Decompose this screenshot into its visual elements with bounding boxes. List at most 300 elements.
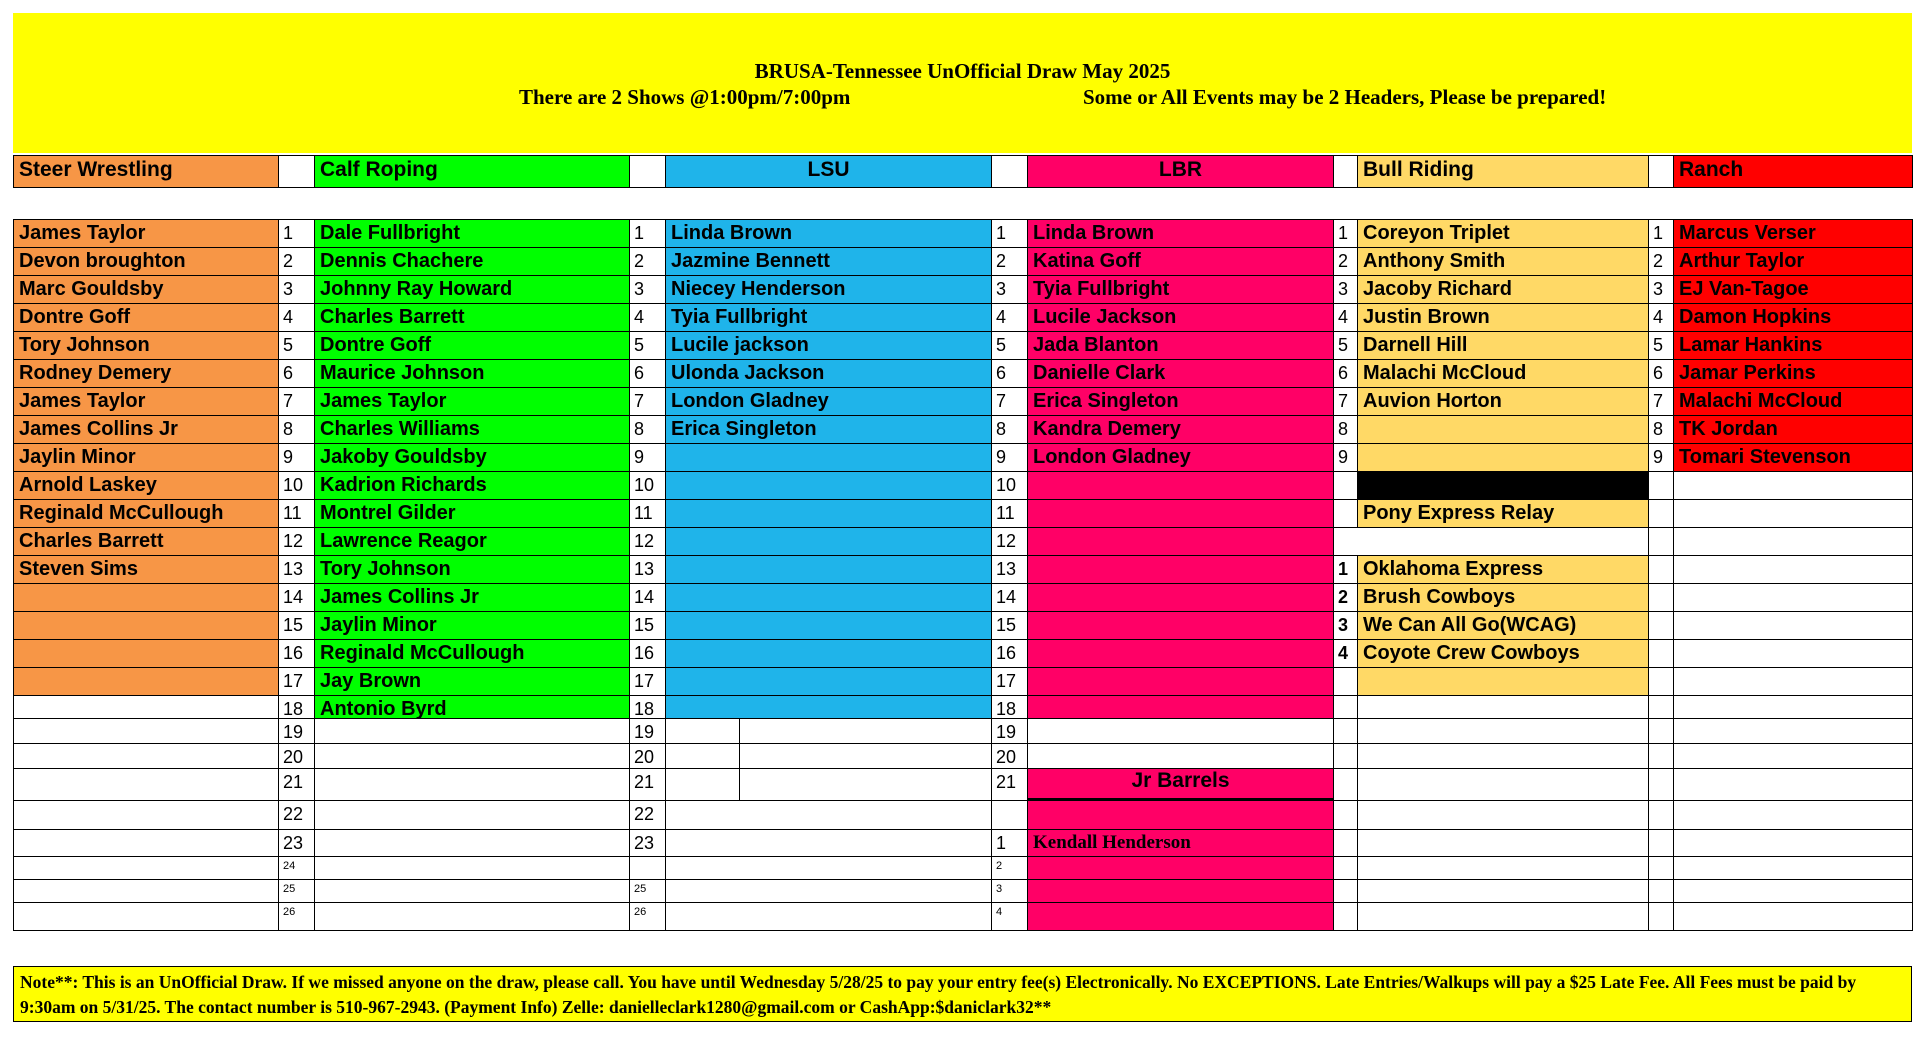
draw-number (1648, 611, 1674, 640)
draw-number: 2 (1333, 583, 1358, 612)
entry-lsu (665, 829, 992, 857)
draw-number (1648, 695, 1674, 719)
draw-number: 19 (991, 718, 1028, 744)
entry-bull-riding: Darnell Hill (1357, 331, 1649, 360)
entry-calf-roping (314, 718, 630, 744)
entry-lsu (665, 499, 992, 528)
entry-lsu (665, 639, 992, 668)
header-spacer (1648, 155, 1674, 188)
entry-steer-wrestling (13, 856, 279, 880)
entry-calf-roping (314, 879, 630, 903)
entry-steer-wrestling: Dontre Goff (13, 303, 279, 332)
entry-bull-riding (1357, 879, 1649, 903)
draw-number: 26 (629, 902, 666, 931)
entry-lsu: Tyia Fullbright (665, 303, 992, 332)
draw-number: 8 (1648, 415, 1674, 444)
draw-number: 8 (278, 415, 315, 444)
draw-number: 13 (278, 555, 315, 584)
draw-number (1648, 583, 1674, 612)
draw-number: 7 (278, 387, 315, 416)
entry-steer-wrestling (13, 800, 279, 830)
draw-number: 3 (991, 275, 1028, 304)
entry-bull-riding (1357, 768, 1649, 801)
entry-calf-roping: Johnny Ray Howard (314, 275, 630, 304)
draw-number: 6 (991, 359, 1028, 388)
draw-number: 6 (1648, 359, 1674, 388)
entry-calf-roping: Lawrence Reagor (314, 527, 630, 556)
draw-number: 20 (629, 743, 666, 769)
entry-calf-roping: Tory Johnson (314, 555, 630, 584)
draw-number: 3 (629, 275, 666, 304)
draw-number (1648, 527, 1674, 556)
draw-number: 3 (278, 275, 315, 304)
draw-number: 4 (991, 902, 1028, 931)
draw-number: 18 (991, 695, 1028, 719)
divider-bar (1357, 471, 1649, 500)
draw-number: 9 (278, 443, 315, 472)
entry-bull-riding (1357, 667, 1649, 696)
entry-lbr (1027, 555, 1334, 584)
entry-bull-riding: Malachi McCloud (1357, 359, 1649, 388)
draw-number: 2 (1648, 247, 1674, 276)
draw-number: 9 (1648, 443, 1674, 472)
entry-jr-barrels: Kendall Henderson (1027, 829, 1334, 857)
page-title: BRUSA-Tennessee UnOfficial Draw May 2025 (754, 59, 1171, 83)
draw-number: 12 (629, 527, 666, 556)
draw-number (1333, 800, 1358, 830)
entry-steer-wrestling (13, 695, 279, 719)
header-spacer (991, 155, 1028, 188)
draw-number: 3 (1333, 275, 1358, 304)
header-spacer (278, 155, 315, 188)
draw-number: 2 (629, 247, 666, 276)
draw-number (1648, 499, 1674, 528)
entry-jr-barrels (1027, 879, 1334, 903)
draw-number: 4 (1333, 639, 1358, 668)
entry-ranch (1673, 555, 1913, 584)
entry-steer-wrestling (13, 879, 279, 903)
draw-number: 4 (629, 303, 666, 332)
draw-number (1648, 555, 1674, 584)
entry-calf-roping: Jay Brown (314, 667, 630, 696)
entry-lsu (665, 555, 992, 584)
entry-lbr (1027, 611, 1334, 640)
entry-ranch: Lamar Hankins (1673, 331, 1913, 360)
draw-number: 3 (1333, 611, 1358, 640)
draw-number: 19 (278, 718, 315, 744)
draw-number: 11 (991, 499, 1028, 528)
entry-steer-wrestling (13, 718, 279, 744)
entry-bull-riding (1357, 829, 1649, 857)
entry-ranch: TK Jordan (1673, 415, 1913, 444)
entry-calf-roping (314, 743, 630, 769)
draw-number: 26 (278, 902, 315, 931)
entry-ranch (1673, 695, 1913, 719)
draw-number: 18 (278, 695, 315, 719)
draw-number: 4 (1648, 303, 1674, 332)
draw-number: 16 (629, 639, 666, 668)
entry-steer-wrestling: James Taylor (13, 219, 279, 248)
entry-calf-roping (314, 800, 630, 830)
entry-lbr: London Gladney (1027, 443, 1334, 472)
draw-number (1648, 718, 1674, 744)
entry-lbr (1027, 667, 1334, 696)
draw-number: 2 (278, 247, 315, 276)
entry-bull-riding: Justin Brown (1357, 303, 1649, 332)
entry-lbr: Erica Singleton (1027, 387, 1334, 416)
entry-bull-riding: Auvion Horton (1357, 387, 1649, 416)
draw-number (1333, 743, 1358, 769)
entry-lsu: Linda Brown (665, 219, 992, 248)
entry-lsu (665, 902, 992, 931)
entry-steer-wrestling: James Collins Jr (13, 415, 279, 444)
draw-number: 22 (278, 800, 315, 830)
entry-calf-roping: Charles Barrett (314, 303, 630, 332)
draw-number: 11 (629, 499, 666, 528)
draw-number: 20 (278, 743, 315, 769)
draw-number (1333, 499, 1358, 528)
entry-lsu: Erica Singleton (665, 415, 992, 444)
entry-calf-roping (314, 856, 630, 880)
draw-number (629, 856, 666, 880)
draw-number: 4 (278, 303, 315, 332)
entry-lsu (665, 443, 992, 472)
draw-number: 13 (991, 555, 1028, 584)
entry-lsu (739, 743, 992, 769)
entry-ranch (1673, 718, 1913, 744)
draw-number: 6 (629, 359, 666, 388)
entry-bull-riding: Anthony Smith (1357, 247, 1649, 276)
draw-number (1333, 718, 1358, 744)
entry-bull-riding (1357, 856, 1649, 880)
entry-lbr (1027, 499, 1334, 528)
entry-steer-wrestling: Steven Sims (13, 555, 279, 584)
draw-number (1333, 471, 1358, 500)
entry-lsu: Jazmine Bennett (665, 247, 992, 276)
entry-jr-barrels (1027, 856, 1334, 880)
entry-pony-express: Brush Cowboys (1357, 583, 1649, 612)
draw-number: 1 (629, 219, 666, 248)
entry-calf-roping: James Collins Jr (314, 583, 630, 612)
draw-number: 8 (1333, 415, 1358, 444)
draw-number: 2 (991, 247, 1028, 276)
entry-lbr: Lucile Jackson (1027, 303, 1334, 332)
shows-info: There are 2 Shows @1:00pm/7:00pm (519, 85, 851, 109)
entry-ranch (1673, 800, 1913, 830)
draw-number: 25 (278, 879, 315, 903)
entry-lsu (665, 743, 740, 769)
event-header-calf-roping: Calf Roping (314, 155, 630, 188)
event-header-lsu: LSU (665, 155, 992, 188)
draw-number: 12 (991, 527, 1028, 556)
entry-ranch (1673, 829, 1913, 857)
entry-jr-barrels (1027, 800, 1334, 830)
entry-bull-riding (1357, 415, 1649, 444)
draw-number: 25 (629, 879, 666, 903)
entry-lsu (665, 800, 992, 830)
entry-ranch: Tomari Stevenson (1673, 443, 1913, 472)
entry-steer-wrestling (13, 743, 279, 769)
draw-number (1648, 829, 1674, 857)
entry-calf-roping: Dale Fullbright (314, 219, 630, 248)
entry-steer-wrestling: Rodney Demery (13, 359, 279, 388)
entry-steer-wrestling (13, 768, 279, 801)
entry-pony-express: Coyote Crew Cowboys (1357, 639, 1649, 668)
draw-number: 22 (629, 800, 666, 830)
entry-steer-wrestling: Charles Barrett (13, 527, 279, 556)
draw-number: 17 (991, 667, 1028, 696)
entry-bull-riding: Jacoby Richard (1357, 275, 1649, 304)
entry-lsu: London Gladney (665, 387, 992, 416)
draw-number: 10 (278, 471, 315, 500)
entry-ranch (1673, 527, 1913, 556)
draw-number: 14 (278, 583, 315, 612)
entry-lbr (1027, 527, 1334, 556)
entry-calf-roping: Montrel Gilder (314, 499, 630, 528)
entry-ranch: Malachi McCloud (1673, 387, 1913, 416)
draw-number: 21 (629, 768, 666, 801)
entry-lsu (665, 583, 992, 612)
draw-number: 9 (1333, 443, 1358, 472)
draw-number (991, 800, 1028, 830)
entry-steer-wrestling: Marc Gouldsby (13, 275, 279, 304)
draw-number: 2 (1333, 247, 1358, 276)
entry-lsu: Ulonda Jackson (665, 359, 992, 388)
entry-lbr (1027, 743, 1334, 769)
draw-number: 7 (1333, 387, 1358, 416)
draw-number: 5 (991, 331, 1028, 360)
entry-calf-roping (314, 768, 630, 801)
draw-number (1648, 800, 1674, 830)
entry-lsu (665, 695, 992, 719)
entry-pony-express: We Can All Go(WCAG) (1357, 611, 1649, 640)
entry-calf-roping: Maurice Johnson (314, 359, 630, 388)
draw-number (1648, 639, 1674, 668)
entry-bull-riding (1357, 743, 1649, 769)
draw-number: 3 (991, 879, 1028, 903)
entry-pony-express: Oklahoma Express (1357, 555, 1649, 584)
entry-ranch: Jamar Perkins (1673, 359, 1913, 388)
draw-number (1333, 902, 1358, 931)
draw-number: 15 (629, 611, 666, 640)
draw-number: 5 (278, 331, 315, 360)
draw-number: 23 (278, 829, 315, 857)
header-spacer (1333, 155, 1358, 188)
draw-number: 1 (278, 219, 315, 248)
entry-ranch (1673, 639, 1913, 668)
entry-calf-roping: Antonio Byrd (314, 695, 630, 719)
draw-number (1333, 829, 1358, 857)
draw-number (1333, 695, 1358, 719)
draw-number: 3 (1648, 275, 1674, 304)
entry-calf-roping: Jaylin Minor (314, 611, 630, 640)
entry-steer-wrestling: Jaylin Minor (13, 443, 279, 472)
draw-number: 13 (629, 555, 666, 584)
entry-lbr: Linda Brown (1027, 219, 1334, 248)
draw-number: 1 (1648, 219, 1674, 248)
entry-ranch (1673, 471, 1913, 500)
draw-number: 9 (629, 443, 666, 472)
entry-lsu (665, 718, 740, 744)
two-header-warning: Some or All Events may be 2 Headers, Please be prepared! (1083, 85, 1607, 109)
entry-calf-roping: Dontre Goff (314, 331, 630, 360)
entry-lbr: Katina Goff (1027, 247, 1334, 276)
event-header-jr-barrels: Jr Barrels (1027, 768, 1334, 801)
entry-ranch: Arthur Taylor (1673, 247, 1913, 276)
draw-number: 14 (629, 583, 666, 612)
draw-number: 5 (1648, 331, 1674, 360)
entry-steer-wrestling: Reginald McCullough (13, 499, 279, 528)
payment-note: Note**: This is an UnOfficial Draw. If we missed anyone on the draw, please call. You have until Wednesday 5/28/25 to pay your entry fee(s) Electronically. No EXCEPTIONS. Late Entries/Walkups will pay a $25 Late Fee. All Fees must be paid by 9:30am on 5/31/25. The contact number is 510-967-2943. (Payment Info) Zelle: danielleclark1280@gmail.com or CashApp:$daniclark32** (13, 966, 1912, 1022)
entry-lbr: Danielle Clark (1027, 359, 1334, 388)
entry-bull-riding: Coreyon Triplet (1357, 219, 1649, 248)
entry-lbr (1027, 718, 1334, 744)
entry-ranch (1673, 856, 1913, 880)
draw-number: 8 (629, 415, 666, 444)
draw-number: 7 (991, 387, 1028, 416)
entry-calf-roping (314, 902, 630, 931)
entry-calf-roping: Kadrion Richards (314, 471, 630, 500)
entry-lsu (665, 471, 992, 500)
entry-lsu (665, 667, 992, 696)
draw-number: 4 (991, 303, 1028, 332)
draw-number: 16 (991, 639, 1028, 668)
header-spacer (629, 155, 666, 188)
draw-number (1333, 879, 1358, 903)
event-header-bull-riding: Bull Riding (1357, 155, 1649, 188)
draw-number: 6 (278, 359, 315, 388)
entry-steer-wrestling: Devon broughton (13, 247, 279, 276)
entry-steer-wrestling: James Taylor (13, 387, 279, 416)
entry-ranch (1673, 583, 1913, 612)
entry-lsu (665, 527, 992, 556)
entry-steer-wrestling: Tory Johnson (13, 331, 279, 360)
draw-number: 19 (629, 718, 666, 744)
draw-number (1333, 667, 1358, 696)
entry-ranch (1673, 768, 1913, 801)
entry-lsu (665, 611, 992, 640)
entry-steer-wrestling (13, 611, 279, 640)
entry-lsu (665, 856, 992, 880)
entry-lsu (739, 718, 992, 744)
draw-number: 20 (991, 743, 1028, 769)
entry-ranch: EJ Van-Tagoe (1673, 275, 1913, 304)
entry-ranch: Marcus Verser (1673, 219, 1913, 248)
event-header-ranch: Ranch (1673, 155, 1913, 188)
entry-ranch (1673, 611, 1913, 640)
draw-number: 11 (278, 499, 315, 528)
entry-bull-riding (1357, 718, 1649, 744)
draw-number: 1 (1333, 219, 1358, 248)
draw-number: 6 (1333, 359, 1358, 388)
entry-steer-wrestling (13, 639, 279, 668)
spacer-row (1333, 527, 1649, 556)
draw-number: 10 (629, 471, 666, 500)
draw-number: 7 (629, 387, 666, 416)
entry-calf-roping: James Taylor (314, 387, 630, 416)
entry-ranch (1673, 667, 1913, 696)
draw-number: 8 (991, 415, 1028, 444)
event-header-pony-express: Pony Express Relay (1357, 499, 1649, 528)
entry-bull-riding (1357, 695, 1649, 719)
entry-calf-roping: Charles Williams (314, 415, 630, 444)
entry-bull-riding (1357, 800, 1649, 830)
draw-number: 2 (991, 856, 1028, 880)
entry-calf-roping: Jakoby Gouldsby (314, 443, 630, 472)
draw-number: 5 (629, 331, 666, 360)
entry-lbr: Jada Blanton (1027, 331, 1334, 360)
draw-number: 18 (629, 695, 666, 719)
draw-number (1333, 856, 1358, 880)
entry-calf-roping: Dennis Chachere (314, 247, 630, 276)
entry-lbr (1027, 695, 1334, 719)
entry-lbr (1027, 639, 1334, 668)
entry-steer-wrestling (13, 583, 279, 612)
draw-number (1648, 768, 1674, 801)
entry-lsu (739, 768, 992, 801)
draw-number (1648, 667, 1674, 696)
entry-bull-riding (1357, 443, 1649, 472)
entry-lsu: Lucile jackson (665, 331, 992, 360)
draw-number (1333, 768, 1358, 801)
draw-number: 1 (991, 219, 1028, 248)
entry-lbr: Tyia Fullbright (1027, 275, 1334, 304)
entry-lbr: Kandra Demery (1027, 415, 1334, 444)
draw-number: 21 (278, 768, 315, 801)
draw-number (1648, 856, 1674, 880)
entry-lsu: Niecey Henderson (665, 275, 992, 304)
draw-number: 17 (629, 667, 666, 696)
entry-steer-wrestling (13, 829, 279, 857)
entry-ranch (1673, 499, 1913, 528)
draw-number: 21 (991, 768, 1028, 801)
entry-ranch (1673, 743, 1913, 769)
entry-lbr (1027, 471, 1334, 500)
entry-calf-roping (314, 829, 630, 857)
draw-number: 4 (1333, 303, 1358, 332)
draw-number: 9 (991, 443, 1028, 472)
draw-number (1648, 902, 1674, 931)
draw-number: 10 (991, 471, 1028, 500)
entry-lsu (665, 768, 740, 801)
entry-ranch (1673, 879, 1913, 903)
entry-jr-barrels (1027, 902, 1334, 931)
draw-number: 24 (278, 856, 315, 880)
draw-number: 1 (1333, 555, 1358, 584)
entry-steer-wrestling (13, 667, 279, 696)
draw-number: 17 (278, 667, 315, 696)
entry-ranch: Damon Hopkins (1673, 303, 1913, 332)
entry-calf-roping: Reginald McCullough (314, 639, 630, 668)
entry-lbr (1027, 583, 1334, 612)
draw-number: 23 (629, 829, 666, 857)
draw-number: 7 (1648, 387, 1674, 416)
draw-number: 5 (1333, 331, 1358, 360)
event-header-lbr: LBR (1027, 155, 1334, 188)
entry-steer-wrestling: Arnold Laskey (13, 471, 279, 500)
event-header-steer-wrestling: Steer Wrestling (13, 155, 279, 188)
draw-number (1648, 743, 1674, 769)
draw-number: 16 (278, 639, 315, 668)
draw-number (1648, 879, 1674, 903)
entry-lsu (665, 879, 992, 903)
draw-number: 14 (991, 583, 1028, 612)
draw-number: 12 (278, 527, 315, 556)
draw-number: 1 (991, 829, 1028, 857)
draw-number: 15 (991, 611, 1028, 640)
draw-number: 15 (278, 611, 315, 640)
entry-bull-riding (1357, 902, 1649, 931)
